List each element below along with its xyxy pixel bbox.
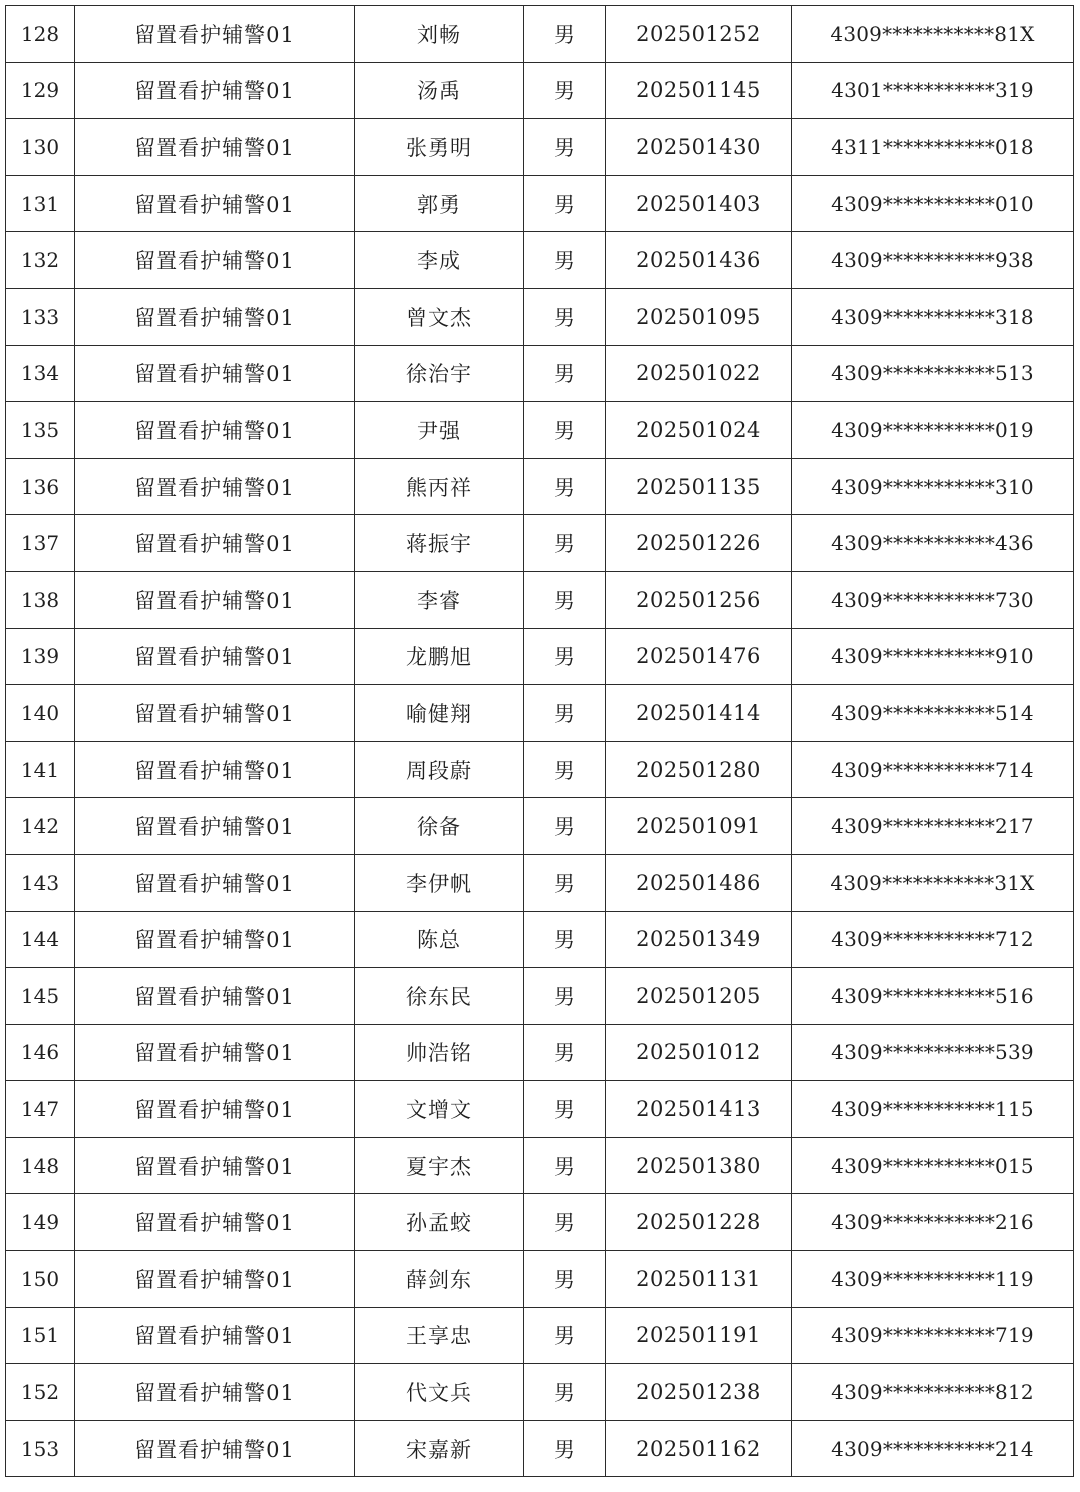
table-row — [6, 345, 1074, 402]
exam-number-cell: 202501486 — [606, 854, 792, 911]
position-cell: 留置看护辅警01 — [75, 1364, 355, 1421]
gender-cell: 男 — [524, 571, 606, 628]
exam-number-cell: 202501135 — [606, 458, 792, 515]
gender-cell: 男 — [524, 968, 606, 1025]
position-cell: 留置看护辅警01 — [75, 685, 355, 742]
position-cell: 留置看护辅警01 — [75, 911, 355, 968]
row-number-cell: 151 — [6, 1307, 75, 1364]
row-number-cell: 137 — [6, 515, 75, 572]
row-number-cell: 150 — [6, 1251, 75, 1308]
gender-cell: 男 — [524, 175, 606, 232]
table-row — [6, 119, 1074, 176]
exam-number-cell: 202501238 — [606, 1364, 792, 1421]
gender-cell: 男 — [524, 1081, 606, 1138]
id-card-cell: 4309***********318 — [792, 288, 1074, 345]
name-cell: 薛剑东 — [355, 1251, 524, 1308]
row-number-cell: 132 — [6, 232, 75, 289]
table-row — [6, 628, 1074, 685]
roster-sheet — [5, 5, 1073, 1477]
name-cell: 李成 — [355, 232, 524, 289]
exam-number-cell: 202501091 — [606, 798, 792, 855]
id-card-cell: 4309***********214 — [792, 1420, 1074, 1477]
name-cell: 龙鹏旭 — [355, 628, 524, 685]
name-cell: 蒋振宇 — [355, 515, 524, 572]
exam-number-cell: 202501256 — [606, 571, 792, 628]
id-card-cell: 4309***********115 — [792, 1081, 1074, 1138]
row-number-cell: 140 — [6, 685, 75, 742]
id-card-cell: 4311***********018 — [792, 119, 1074, 176]
table-row — [6, 175, 1074, 232]
gender-cell: 男 — [524, 628, 606, 685]
exam-number-cell: 202501145 — [606, 62, 792, 119]
id-card-cell: 4309***********019 — [792, 402, 1074, 459]
id-card-cell: 4309***********216 — [792, 1194, 1074, 1251]
table-row — [6, 854, 1074, 911]
gender-cell: 男 — [524, 911, 606, 968]
position-cell: 留置看护辅警01 — [75, 402, 355, 459]
table-row — [6, 288, 1074, 345]
name-cell: 汤禹 — [355, 62, 524, 119]
row-number-cell: 135 — [6, 402, 75, 459]
position-cell: 留置看护辅警01 — [75, 1194, 355, 1251]
candidate-table — [5, 5, 1074, 1477]
id-card-cell: 4309***********310 — [792, 458, 1074, 515]
exam-number-cell: 202501131 — [606, 1251, 792, 1308]
row-number-cell: 152 — [6, 1364, 75, 1421]
name-cell: 周段蔚 — [355, 741, 524, 798]
row-number-cell: 143 — [6, 854, 75, 911]
id-card-cell: 4301***********319 — [792, 62, 1074, 119]
row-number-cell: 134 — [6, 345, 75, 402]
exam-number-cell: 202501380 — [606, 1137, 792, 1194]
table-row — [6, 1137, 1074, 1194]
position-cell: 留置看护辅警01 — [75, 1137, 355, 1194]
row-number-cell: 139 — [6, 628, 75, 685]
table-row — [6, 1081, 1074, 1138]
name-cell: 代文兵 — [355, 1364, 524, 1421]
name-cell: 徐东民 — [355, 968, 524, 1025]
position-cell: 留置看护辅警01 — [75, 62, 355, 119]
position-cell: 留置看护辅警01 — [75, 741, 355, 798]
gender-cell: 男 — [524, 1251, 606, 1308]
id-card-cell: 4309***********712 — [792, 911, 1074, 968]
position-cell: 留置看护辅警01 — [75, 571, 355, 628]
position-cell: 留置看护辅警01 — [75, 1420, 355, 1477]
id-card-cell: 4309***********910 — [792, 628, 1074, 685]
row-number-cell: 136 — [6, 458, 75, 515]
row-number-cell: 130 — [6, 119, 75, 176]
gender-cell: 男 — [524, 515, 606, 572]
gender-cell: 男 — [524, 1137, 606, 1194]
exam-number-cell: 202501349 — [606, 911, 792, 968]
position-cell: 留置看护辅警01 — [75, 232, 355, 289]
id-card-cell: 4309***********516 — [792, 968, 1074, 1025]
table-row — [6, 685, 1074, 742]
table-row — [6, 1251, 1074, 1308]
gender-cell: 男 — [524, 854, 606, 911]
gender-cell: 男 — [524, 345, 606, 402]
gender-cell: 男 — [524, 288, 606, 345]
gender-cell: 男 — [524, 6, 606, 63]
table-row — [6, 1194, 1074, 1251]
position-cell: 留置看护辅警01 — [75, 515, 355, 572]
row-number-cell: 147 — [6, 1081, 75, 1138]
exam-number-cell: 202501024 — [606, 402, 792, 459]
gender-cell: 男 — [524, 62, 606, 119]
id-card-cell: 4309***********119 — [792, 1251, 1074, 1308]
name-cell: 夏宇杰 — [355, 1137, 524, 1194]
id-card-cell: 4309***********81X — [792, 6, 1074, 63]
row-number-cell: 153 — [6, 1420, 75, 1477]
table-row — [6, 1307, 1074, 1364]
gender-cell: 男 — [524, 1364, 606, 1421]
id-card-cell: 4309***********714 — [792, 741, 1074, 798]
name-cell: 李睿 — [355, 571, 524, 628]
row-number-cell: 146 — [6, 1024, 75, 1081]
table-row — [6, 1024, 1074, 1081]
position-cell: 留置看护辅警01 — [75, 458, 355, 515]
exam-number-cell: 202501476 — [606, 628, 792, 685]
id-card-cell: 4309***********812 — [792, 1364, 1074, 1421]
row-number-cell: 129 — [6, 62, 75, 119]
position-cell: 留置看护辅警01 — [75, 968, 355, 1025]
gender-cell: 男 — [524, 1194, 606, 1251]
name-cell: 熊丙祥 — [355, 458, 524, 515]
gender-cell: 男 — [524, 1024, 606, 1081]
exam-number-cell: 202501403 — [606, 175, 792, 232]
name-cell: 曾文杰 — [355, 288, 524, 345]
position-cell: 留置看护辅警01 — [75, 6, 355, 63]
row-number-cell: 128 — [6, 6, 75, 63]
table-row — [6, 6, 1074, 63]
table-row — [6, 458, 1074, 515]
exam-number-cell: 202501022 — [606, 345, 792, 402]
table-body — [6, 6, 1074, 1477]
exam-number-cell: 202501228 — [606, 1194, 792, 1251]
position-cell: 留置看护辅警01 — [75, 628, 355, 685]
id-card-cell: 4309***********513 — [792, 345, 1074, 402]
table-row — [6, 911, 1074, 968]
position-cell: 留置看护辅警01 — [75, 854, 355, 911]
table-row — [6, 515, 1074, 572]
name-cell: 文增文 — [355, 1081, 524, 1138]
id-card-cell: 4309***********31X — [792, 854, 1074, 911]
name-cell: 张勇明 — [355, 119, 524, 176]
gender-cell: 男 — [524, 741, 606, 798]
row-number-cell: 149 — [6, 1194, 75, 1251]
table-row — [6, 1420, 1074, 1477]
exam-number-cell: 202501252 — [606, 6, 792, 63]
position-cell: 留置看护辅警01 — [75, 1251, 355, 1308]
table-row — [6, 798, 1074, 855]
name-cell: 徐治宇 — [355, 345, 524, 402]
id-card-cell: 4309***********217 — [792, 798, 1074, 855]
exam-number-cell: 202501095 — [606, 288, 792, 345]
name-cell: 宋嘉新 — [355, 1420, 524, 1477]
gender-cell: 男 — [524, 458, 606, 515]
id-card-cell: 4309***********010 — [792, 175, 1074, 232]
table-row — [6, 402, 1074, 459]
position-cell: 留置看护辅警01 — [75, 1307, 355, 1364]
exam-number-cell: 202501414 — [606, 685, 792, 742]
gender-cell: 男 — [524, 402, 606, 459]
name-cell: 李伊帆 — [355, 854, 524, 911]
position-cell: 留置看护辅警01 — [75, 175, 355, 232]
row-number-cell: 142 — [6, 798, 75, 855]
id-card-cell: 4309***********436 — [792, 515, 1074, 572]
name-cell: 郭勇 — [355, 175, 524, 232]
exam-number-cell: 202501226 — [606, 515, 792, 572]
name-cell: 帅浩铭 — [355, 1024, 524, 1081]
id-card-cell: 4309***********539 — [792, 1024, 1074, 1081]
gender-cell: 男 — [524, 119, 606, 176]
name-cell: 喻健翔 — [355, 685, 524, 742]
name-cell: 刘畅 — [355, 6, 524, 63]
id-card-cell: 4309***********730 — [792, 571, 1074, 628]
row-number-cell: 148 — [6, 1137, 75, 1194]
exam-number-cell: 202501436 — [606, 232, 792, 289]
row-number-cell: 133 — [6, 288, 75, 345]
position-cell: 留置看护辅警01 — [75, 1024, 355, 1081]
table-row — [6, 571, 1074, 628]
position-cell: 留置看护辅警01 — [75, 119, 355, 176]
position-cell: 留置看护辅警01 — [75, 1081, 355, 1138]
row-number-cell: 145 — [6, 968, 75, 1025]
exam-number-cell: 202501430 — [606, 119, 792, 176]
position-cell: 留置看护辅警01 — [75, 345, 355, 402]
name-cell: 尹强 — [355, 402, 524, 459]
exam-number-cell: 202501191 — [606, 1307, 792, 1364]
exam-number-cell: 202501012 — [606, 1024, 792, 1081]
name-cell: 王享忠 — [355, 1307, 524, 1364]
gender-cell: 男 — [524, 1307, 606, 1364]
position-cell: 留置看护辅警01 — [75, 288, 355, 345]
table-row — [6, 62, 1074, 119]
table-row — [6, 232, 1074, 289]
table-row — [6, 741, 1074, 798]
id-card-cell: 4309***********938 — [792, 232, 1074, 289]
name-cell: 孙孟蛟 — [355, 1194, 524, 1251]
gender-cell: 男 — [524, 685, 606, 742]
table-row — [6, 1364, 1074, 1421]
row-number-cell: 131 — [6, 175, 75, 232]
exam-number-cell: 202501162 — [606, 1420, 792, 1477]
name-cell: 陈总 — [355, 911, 524, 968]
exam-number-cell: 202501413 — [606, 1081, 792, 1138]
id-card-cell: 4309***********015 — [792, 1137, 1074, 1194]
position-cell: 留置看护辅警01 — [75, 798, 355, 855]
row-number-cell: 144 — [6, 911, 75, 968]
id-card-cell: 4309***********719 — [792, 1307, 1074, 1364]
exam-number-cell: 202501280 — [606, 741, 792, 798]
name-cell: 徐备 — [355, 798, 524, 855]
row-number-cell: 138 — [6, 571, 75, 628]
row-number-cell: 141 — [6, 741, 75, 798]
exam-number-cell: 202501205 — [606, 968, 792, 1025]
id-card-cell: 4309***********514 — [792, 685, 1074, 742]
gender-cell: 男 — [524, 1420, 606, 1477]
gender-cell: 男 — [524, 798, 606, 855]
gender-cell: 男 — [524, 232, 606, 289]
table-row — [6, 968, 1074, 1025]
